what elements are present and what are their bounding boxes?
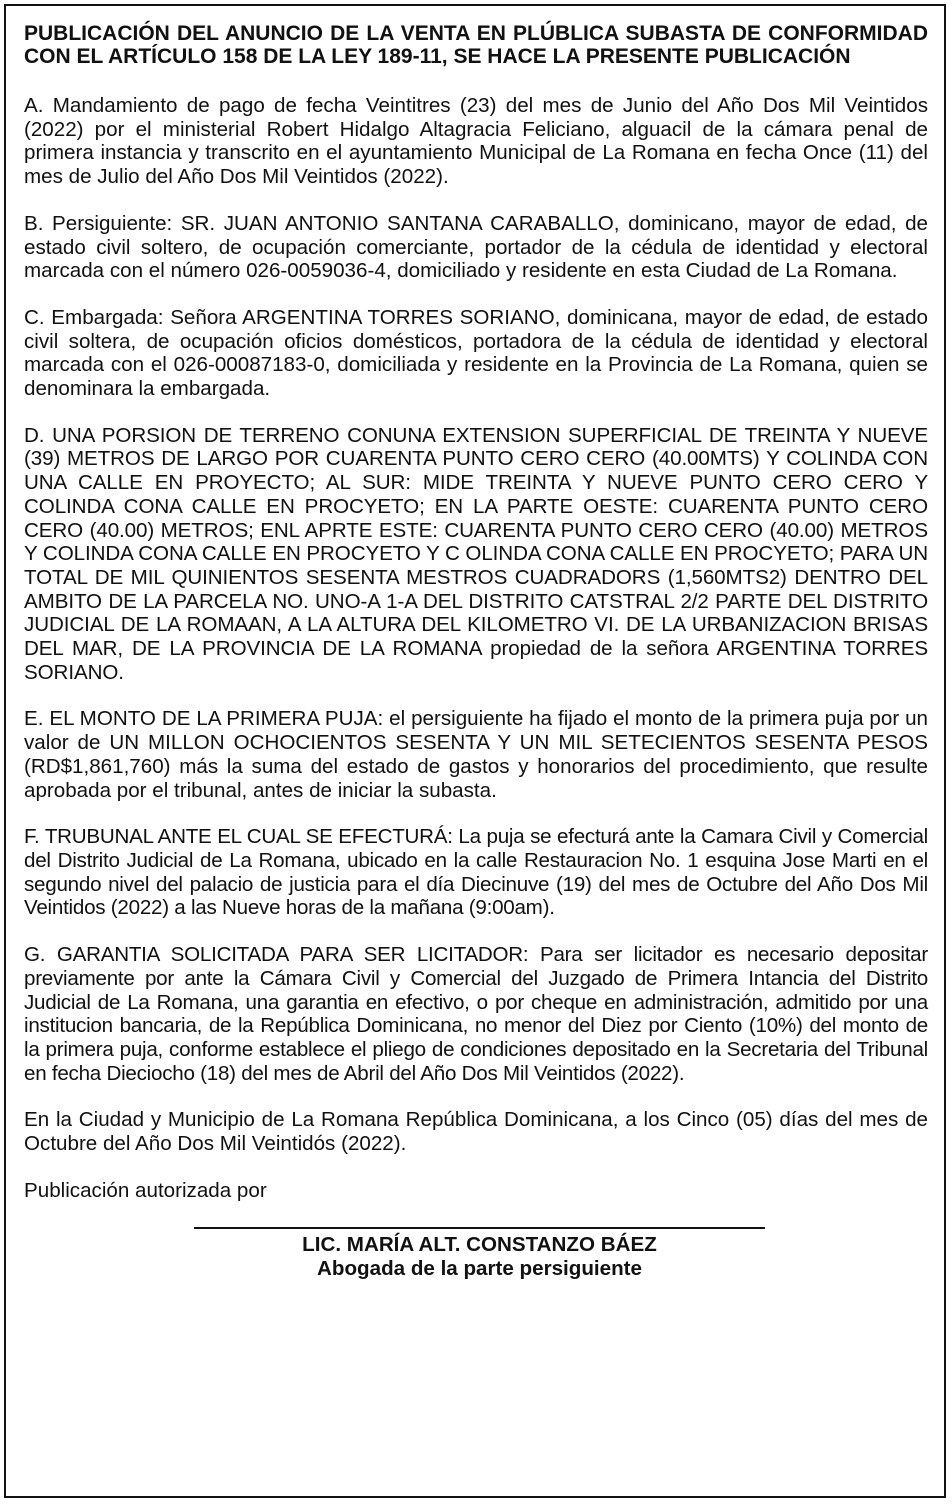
paragraph-e: E. EL MONTO DE LA PRIMERA PUJA: el persiguiente ha fijado el monto de la primera puja por un valor de UN MILLON OCHOCIENTOS SESENTA Y UN MIL SETECIENTOS SESENTA PESOS (RD$1,861,760) más la suma del estado de gastos y honorarios del procedimiento, que resulte aprobada por el tribunal, antes de iniciar la subasta. bbox=[24, 707, 928, 802]
paragraph-a: A. Mandamiento de pago de fecha Veintitres (23) del mes de Junio del Año Dos Mil Veintidos (2022) por el ministerial Robert Hidalgo Altagracia Feliciano, alguacil de la cámara penal de primera instancia y transcrito en el ayuntamiento Municipal de La Romana en fecha Once (11) del mes de Julio del Año Dos Mil Veintidos (2022). bbox=[24, 94, 928, 189]
legal-notice bbox=[4, 4, 946, 1498]
paragraph-d: D. UNA PORSION DE TERRENO CONUNA EXTENSION SUPERFICIAL DE TREINTA Y NUEVE (39) METROS DE LARGO POR CUARENTA PUNTO CERO CERO (40.00MTS) Y COLINDA CON UNA CALLE EN PROYECTO; AL SUR: MIDE TREINTA Y NUEVE PUNTO CERO CERO Y COLINDA CONA CALLE EN PROCYETO; EN LA PARTE OESTE: CUARENTA PUNTO CERO CERO (40.00) METROS; ENL APRTE ESTE: CUARENTA PUNTO CERO CERO (40.00) METROS Y COLINDA CONA CALLE EN PROCYETO Y C OLINDA CONA CALLE EN PROCYETO; PARA UN TOTAL DE MIL QUINIENTOS SESENTA MESTROS CUADRADORS (1,560MTS2) DENTRO DEL AMBITO DE LA PARCELA NO. UNO-A 1-A DEL DISTRITO CATSTRAL 2/2 PARTE DEL DISTRITO JUDICIAL DE LA ROMAAN, A LA ALTURA DEL KILOMETRO VI. DE LA URBANIZACION BRISAS DEL MAR, DE LA PROVINCIA DE LA ROMANA propiedad de la señora ARGENTINA TORRES SORIANO. bbox=[24, 423, 928, 684]
paragraph-closing: En la Ciudad y Municipio de La Romana República Dominicana, a los Cinco (05) días del mes de Octubre del Año Dos Mil Veintidós (2022). bbox=[24, 1108, 928, 1156]
signer-name: LIC. MARÍA ALT. CONSTANZO BÁEZ bbox=[302, 1232, 657, 1256]
signature-line bbox=[194, 1227, 765, 1229]
paragraph-f: F. TRUBUNAL ANTE EL CUAL SE EFECTURÁ: La puja se efecturá ante la Camara Civil y Comercial del Distrito Judicial de La Romana, ubicado en la calle Restauracion No. 1 esquina Jose Marti en el segundo nivel del palacio de justicia para el día Diecinuve (19) del mes de Octubre del Año Dos Mil Veintidos (2022) a las Nueve horas de la mañana (9:00am). bbox=[24, 825, 928, 920]
paragraph-c: C. Embargada: Señora ARGENTINA TORRES SORIANO, dominicana, mayor de edad, de estado civil soltera, de ocupación oficios domésticos, portadora de la cédula de identidad y electoral marcada con el 026-00087183-0, domiciliada y residente en la Provincia de La Romana, quien se denominara la embargada. bbox=[24, 305, 928, 401]
paragraph-b: B. Persiguiente: SR. JUAN ANTONIO SANTANA CARABALLO, dominicano, mayor de edad, de estado civil soltero, de ocupación comerciante, portador de la cédula de identidad y electoral marcada con el número 026-0059036-4, domiciliado y residente en esta Ciudad de La Romana. bbox=[24, 211, 928, 283]
paragraph-g: G. GARANTIA SOLICITADA PARA SER LICITADOR: Para ser licitador es necesario depositar previamente por ante la Cámara Civil y Comercial del Juzgado de Primera Intancia del Distrito Judicial de La Romana, una garantia en efectivo, o por cheque en administración, admitido por una institucion bancaria, de la República Dominicana, no menor del Diez por Ciento (10%) del monto de la primera puja, conforme establece el pliego de condiciones depositado en la Secretaria del Tribunal en fecha Dieciocho (18) del mes de Abril del Año Dos Mil Veintidos (2022). bbox=[24, 943, 928, 1085]
signer-role: Abogada de la parte persiguiente bbox=[317, 1256, 642, 1280]
notice-title: PUBLICACIÓN DEL ANUNCIO DE LA VENTA EN PLÚBLICA SUBASTA DE CONFORMIDAD CON EL ARTÍCULO 158 DE LA LEY 189-11, SE HACE LA PRESENTE PUBLICACIÓN bbox=[24, 22, 928, 68]
authorized-by: Publicación autorizada por bbox=[24, 1178, 267, 1202]
